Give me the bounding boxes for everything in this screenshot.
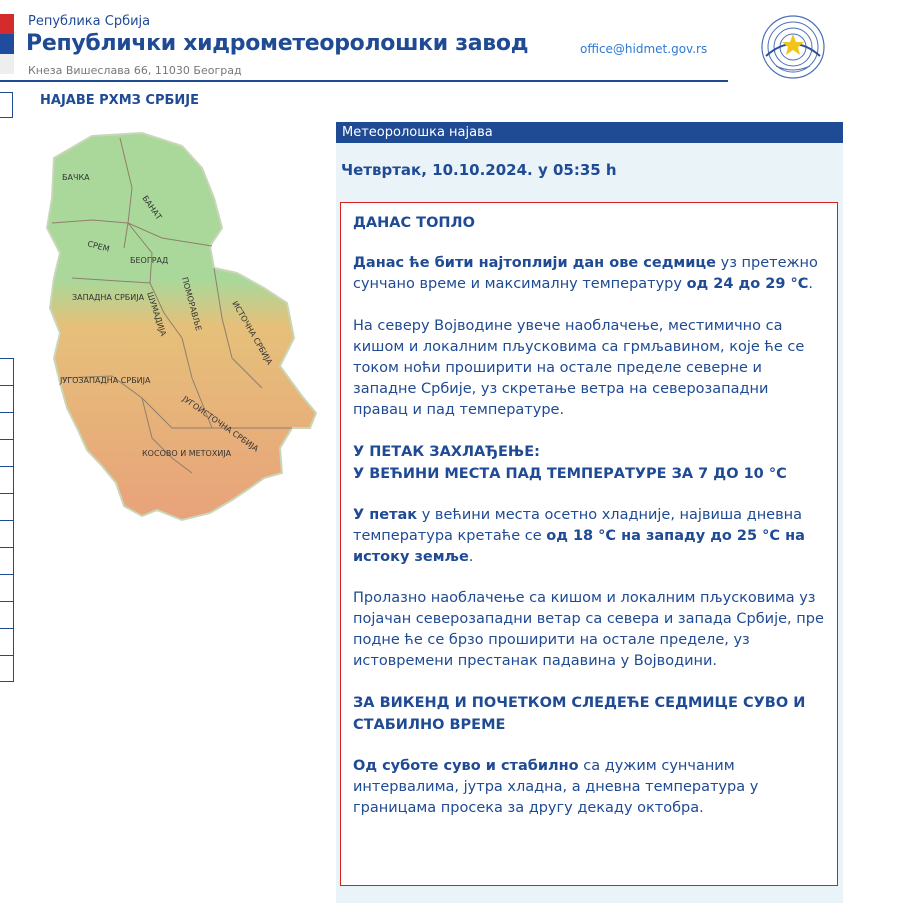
region-label: ШУМАДИЈА bbox=[145, 290, 168, 338]
left-menu-item[interactable] bbox=[0, 601, 14, 628]
forecast-paragraph: Данас ће бити најтоплији дан ове седмице уз претежно сунчано време и максималну температуру од 24 до 29 °C. bbox=[353, 255, 818, 292]
serbia-outline bbox=[47, 133, 316, 520]
email-link[interactable]: office@hidmet.gov.rs bbox=[580, 42, 708, 56]
left-menu-item[interactable] bbox=[0, 439, 14, 466]
section-heading: ДАНАС ТОПЛО bbox=[353, 215, 475, 231]
forecast-paragraph: У петак у већини места осетно хладније, највиша дневна температура кретаће се од 18 °C на западу до 25 °C на истоку земље. bbox=[353, 507, 805, 565]
forecast-paragraph: Пролазно наоблачење са кишом и локалним пљусковима уз појачан северозападни ветар са севера и запада Србије, пре подне ће се брзо проширити на остале пределе, уз истовремени престанак падавина у Војводини. bbox=[353, 590, 824, 669]
region-label: БАЧКА bbox=[62, 173, 90, 182]
left-menu-item[interactable] bbox=[0, 466, 14, 493]
left-menu-item[interactable] bbox=[0, 493, 14, 520]
left-menu-item[interactable] bbox=[0, 358, 14, 385]
region-label: КОСОВО И МЕТОХИЈА bbox=[142, 449, 232, 458]
left-menu-item[interactable] bbox=[0, 574, 14, 601]
region-label: ЈУГОИСТОЧНА СРБИЈА bbox=[180, 394, 261, 454]
section-heading: У ВЕЋИНИ МЕСТА ПАД ТЕМПЕРАТУРЕ ЗА 7 ДО 10 °C bbox=[353, 466, 787, 482]
left-sidebar-box bbox=[0, 92, 13, 118]
region-label: ЗАПАДНА СРБИЈА bbox=[72, 293, 145, 302]
region-label: ИСТОЧНА СРБИЈА bbox=[230, 299, 275, 367]
region-label: СРЕМ bbox=[86, 239, 111, 254]
left-menu-item[interactable] bbox=[0, 520, 14, 547]
forecast-paragraph: На северу Војводине увече наоблачење, местимично са кишом и локалним пљусковима са грмљавином, које ће се током ноћи проширити на остале пределе северне и западне Србије, уз скретање ветра на северозападни правац и пад температуре. bbox=[353, 318, 805, 418]
left-menu-item[interactable] bbox=[0, 655, 14, 682]
left-menu bbox=[0, 358, 14, 682]
left-menu-item[interactable] bbox=[0, 547, 14, 574]
left-menu-item[interactable] bbox=[0, 385, 14, 412]
forecast-date: Четвртак, 10.10.2024. у 05:35 h bbox=[341, 161, 617, 179]
forecast-box bbox=[340, 202, 838, 886]
institute-title[interactable]: Републички хидрометеоролошки завод bbox=[26, 31, 529, 56]
region-label: БАНАТ bbox=[140, 193, 164, 222]
section-heading: У ПЕТАК ЗАХЛАЂЕЊЕ: bbox=[353, 444, 540, 460]
rhmz-logo[interactable] bbox=[752, 12, 834, 82]
forecast-paragraph: Од суботе суво и стабилно са дужим сунчаним интервалима, јутра хладна, а дневна температура у границама просека за другу декаду октобра. bbox=[353, 758, 759, 816]
region-label: ЈУГОЗАПАДНА СРБИЈА bbox=[60, 376, 151, 385]
region-label: БЕОГРАД bbox=[130, 256, 169, 265]
left-menu-item[interactable] bbox=[0, 628, 14, 655]
forecast-header-bar: Метеоролошка најава bbox=[336, 122, 843, 143]
nav-title[interactable]: НАЈАВЕ РХМЗ СРБИЈЕ bbox=[40, 93, 199, 108]
region-label: ПОМОРАВЉЕ bbox=[180, 276, 204, 332]
institute-address: Кнеза Вишеслава 66, 11030 Београд bbox=[28, 64, 242, 77]
section-heading: ЗА ВИКЕНД И ПОЧЕТКОМ СЛЕДЕЋЕ СЕДМИЦЕ СУВО И СТАБИЛНО ВРЕМЕ bbox=[353, 695, 806, 733]
serbia-regions-map[interactable] bbox=[32, 128, 322, 533]
left-menu-item[interactable] bbox=[0, 412, 14, 439]
serbian-flag bbox=[0, 14, 14, 74]
header-divider bbox=[0, 80, 728, 82]
republic-label: Република Србија bbox=[28, 14, 151, 29]
